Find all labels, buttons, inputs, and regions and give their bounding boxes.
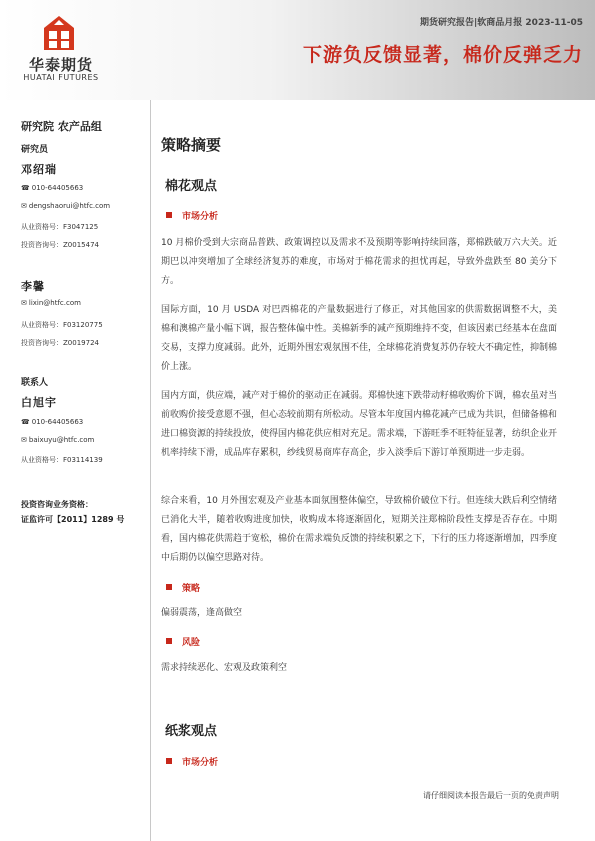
- paragraph: 国内方面，供应端，减产对于棉价的驱动正在减弱。郑棉快速下跌带动籽棉收购价下调，棉农虽对当前收购价接受意愿不强，但心态较前期有所松动。尽管本年度国内棉花减产已成为共识，但储备棉和进口棉资源的持续投放，使得国内棉花供应相对充足。需求端，下游旺季不旺特征显著，纺织企业开机率持续下滑，成品库存累积，纱线贸易商库存高企，步入淡季后下游订单预期进一步走弱。: [161, 391, 558, 458]
- contact-practice-no: 从业资格号：F03114139: [21, 456, 103, 464]
- logo-chinese-name: 华泰期货: [28, 56, 93, 74]
- market-analysis-heading: 市场分析: [166, 209, 218, 222]
- license-info: [21, 497, 124, 527]
- analyst-name: 邓绍瑞: [21, 163, 57, 176]
- disclaimer-note: 请仔细阅读本报告最后一页的免责声明: [423, 791, 559, 800]
- red-square-bullet-icon: [166, 584, 172, 590]
- strategy-text: 偏弱震荡，逢高做空: [161, 608, 243, 618]
- risk-text: 需求持续恶化、宏观及政策利空: [161, 663, 288, 673]
- analyst-email[interactable]: ✉ dengshaorui@htfc.com: [21, 202, 111, 210]
- report-header: [0, 0, 595, 100]
- analyst-email[interactable]: ✉ lixin@htfc.com: [21, 299, 81, 307]
- contact-name: 白旭宇: [21, 396, 57, 409]
- company-logo: [18, 10, 104, 90]
- department-label: 研究院 农产品组: [21, 120, 102, 133]
- cotton-view-title: 棉花观点: [165, 179, 218, 194]
- paragraph: 10 月棉价受到大宗商品普跌、政策调控以及需求不及预期等影响持续回落，郑棉跌破万六大关。近期巴以冲突增加了全球经济复苏的难度，市场对于棉花需求的担忧再起，导致外盘跌至 80 美分下方。: [161, 238, 557, 286]
- risk-heading: 风险: [166, 635, 200, 648]
- license-label: 投资咨询业务资格：: [21, 500, 93, 509]
- red-square-bullet-icon: [166, 638, 172, 644]
- paragraph: 国际方面，10 月 USDA 对巴西棉花的产量数据进行了修正，对其他国家的供需数据调整不大，美棉和澳棉产量小幅下调，报告整体偏中性。美棉新季的减产预期维持不变，但该因素已经基本在盘面交易，支撑力度减弱。此外，近期外围宏观氛围不佳，全球棉花消费复苏仍存较大不确定性，抑制棉价上涨。: [161, 305, 558, 372]
- analyst-name: 李馨: [21, 280, 45, 293]
- pulp-view-title: 纸浆观点: [165, 724, 218, 739]
- sidebar-divider: [150, 100, 151, 841]
- pulp-market-analysis-heading: 市场分析: [166, 755, 218, 768]
- huatai-logo-icon: [40, 14, 78, 52]
- strategy-heading: 策略: [166, 581, 200, 594]
- section-title: 策略摘要: [161, 136, 222, 154]
- contact-label: 联系人: [21, 378, 49, 388]
- phone-icon: ☎: [21, 184, 30, 192]
- report-meta: 期货研究报告|软商品月报 2023-11-05: [420, 18, 583, 28]
- phone-icon: ☎: [21, 418, 30, 426]
- license-number: 证监许可【2011】1289 号: [21, 515, 125, 524]
- contact-phone: ☎ 010-64405663: [21, 418, 84, 426]
- logo-english-name: HUATAI FUTURES: [23, 73, 99, 82]
- red-square-bullet-icon: [166, 212, 172, 218]
- email-icon: ✉: [21, 299, 27, 307]
- red-square-bullet-icon: [166, 758, 172, 764]
- analyst-practice-no: 从业资格号：F3047125: [21, 223, 99, 231]
- analyst-sidebar: [0, 100, 150, 841]
- paragraph: 综合来看，10 月外围宏观及产业基本面氛围整体偏空，导致棉价破位下行。但连续大跌后利空情绪已消化大半，随着收购进度加快，收购成本将逐渐固化，短期关注郑棉阶段性支撑是否存在。中期看，国内棉花供需趋于宽松，棉价在需求端负反馈的持续积累之下，下行的压力将逐渐增加，四季度中后期仍以偏空思路对待。: [161, 496, 558, 563]
- researcher-label: 研究员: [21, 145, 49, 155]
- contact-email[interactable]: ✉ baixuyu@htfc.com: [21, 436, 95, 444]
- analyst-advisory-no: 投资咨询号：Z0015474: [21, 241, 99, 249]
- email-icon: ✉: [21, 436, 27, 444]
- analyst-practice-no: 从业资格号：F03120775: [21, 321, 103, 329]
- analyst-phone: ☎ 010-64405663: [21, 184, 84, 192]
- report-title: 下游负反馈显著，棉价反弹乏力: [302, 44, 583, 66]
- analyst-advisory-no: 投资咨询号：Z0019724: [21, 339, 99, 347]
- email-icon: ✉: [21, 202, 27, 210]
